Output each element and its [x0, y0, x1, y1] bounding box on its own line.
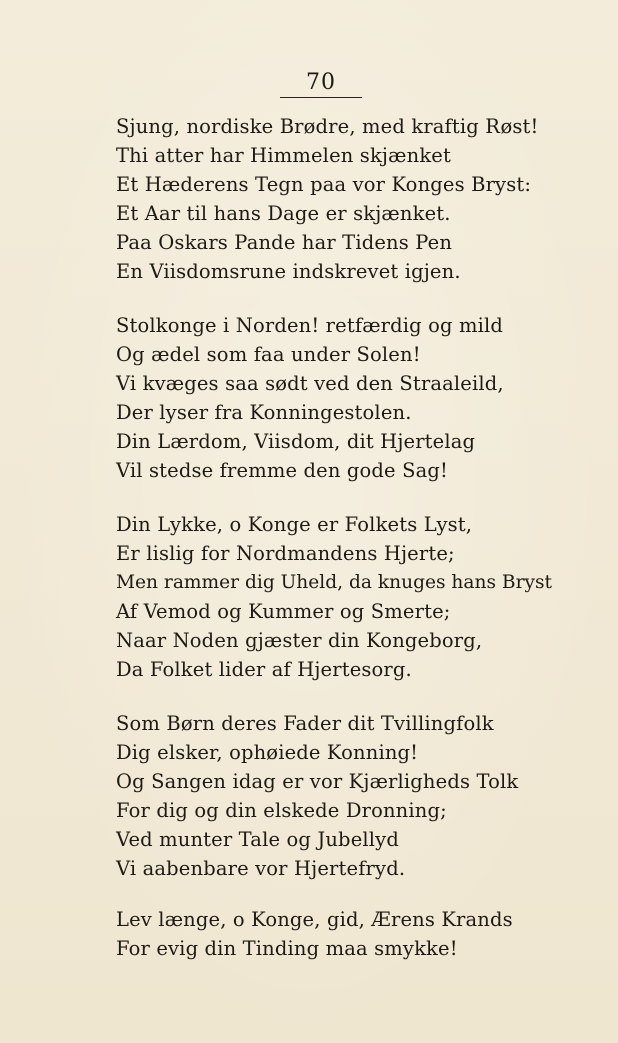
poem-line: Som Børn deres Fader dit Tvillingfolk — [116, 712, 494, 735]
poem-line: Vi kvæges saa sødt ved den Straaleild, — [116, 372, 504, 395]
poem-line: Og Sangen idag er vor Kjærligheds Tolk — [116, 770, 519, 793]
poem-line: Stolkonge i Norden! retfærdig og mild — [116, 314, 504, 337]
poem-line: Paa Oskars Pande har Tidens Pen — [116, 231, 453, 254]
poem-line: Din Lærdom, Viisdom, dit Hjertelag — [116, 430, 476, 453]
poem-line: Lev længe, o Konge, gid, Ærens Krands — [116, 908, 513, 931]
poem-line: Er lislig for Nordmandens Hjerte; — [116, 542, 455, 565]
poem-line: Og ædel som faa under Solen! — [116, 343, 421, 366]
poem-line: Dig elsker, ophøiede Konning! — [116, 741, 419, 764]
header-rule — [280, 97, 362, 98]
poem-line: Der lyser fra Konningestolen. — [116, 401, 412, 424]
poem-line: Din Lykke, o Konge er Folkets Lyst, — [116, 513, 473, 536]
stanza-4 — [0, 709, 618, 883]
poem-line: Sjung, nordiske Brødre, med kraftig Røst! — [116, 115, 539, 138]
poem-line: Naar Noden gjæster din Kongeborg, — [116, 629, 483, 652]
stanza-3 — [0, 510, 618, 684]
poem-line: For dig og din elskede Dronning; — [116, 799, 447, 822]
poem-line: Men rammer dig Uheld, da knuges hans Bryst — [116, 572, 552, 593]
poem-line: Af Vemod og Kummer og Smerte; — [116, 600, 451, 623]
poem-line: En Viisdomsrune indskrevet igjen. — [116, 260, 461, 283]
page-number: 70 — [306, 70, 336, 95]
poem-line: Da Folket lider af Hjertesorg. — [116, 658, 412, 681]
poem-line: Vi aabenbare vor Hjertefryd. — [116, 857, 406, 880]
poem — [0, 112, 618, 963]
poem-line: Thi atter har Himmelen skjænket — [116, 144, 451, 167]
poem-line: Vil stedse fremme den gode Sag! — [116, 459, 448, 482]
stanza-1 — [0, 112, 618, 286]
stanza-5 — [0, 905, 618, 963]
poem-line: For evig din Tinding maa smykke! — [116, 937, 458, 960]
stanza-2 — [0, 311, 618, 485]
poem-line: Et Hæderens Tegn paa vor Konges Bryst: — [116, 173, 532, 196]
poem-line: Et Aar til hans Dage er skjænket. — [116, 202, 451, 225]
poem-line: Ved munter Tale og Jubellyd — [116, 828, 399, 851]
